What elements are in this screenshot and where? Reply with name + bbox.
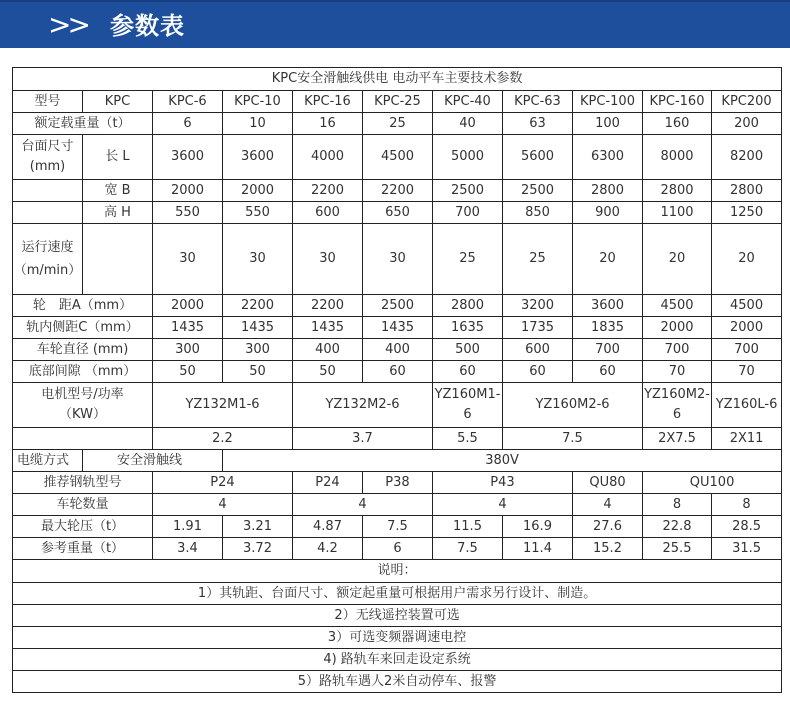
cell: 1435 bbox=[223, 317, 293, 339]
cell: 1435 bbox=[293, 317, 363, 339]
cell: 4 bbox=[433, 494, 573, 516]
cell: 1435 bbox=[363, 317, 433, 339]
cell: QU100 bbox=[643, 472, 782, 494]
cell: 900 bbox=[573, 202, 643, 224]
cell: 8 bbox=[643, 494, 712, 516]
cell: 20 bbox=[643, 224, 712, 295]
model-cell: KPC-160 bbox=[643, 91, 712, 113]
cell: 8200 bbox=[712, 135, 782, 180]
model-cell: KPC-40 bbox=[433, 91, 503, 113]
table-row-speed bbox=[13, 224, 782, 295]
cell: 400 bbox=[293, 339, 363, 361]
cell: 2200 bbox=[363, 180, 433, 202]
power-cell: 2X11 bbox=[712, 428, 782, 450]
notes-header-row bbox=[13, 560, 782, 583]
model-cell: KPC-10 bbox=[223, 91, 293, 113]
cell: 28.5 bbox=[712, 516, 782, 538]
cell: 4500 bbox=[712, 295, 782, 317]
row-label: 电缆方式 bbox=[13, 450, 83, 472]
cell: 25 bbox=[503, 224, 573, 295]
cell: 60 bbox=[503, 361, 573, 383]
cell: 2200 bbox=[293, 295, 363, 317]
cell: 22.8 bbox=[643, 516, 712, 538]
cell: 50 bbox=[153, 361, 223, 383]
model-cell: KPC-16 bbox=[293, 91, 363, 113]
cell: 60 bbox=[433, 361, 503, 383]
power-cell: 2.2 bbox=[153, 428, 293, 450]
cell: 4 bbox=[293, 494, 433, 516]
note-row bbox=[13, 649, 782, 671]
row-label: 电机型号/功率（KW） bbox=[13, 383, 153, 428]
model-cell: KPC200 bbox=[712, 91, 782, 113]
power-cell: 7.5 bbox=[503, 428, 643, 450]
empty-cell bbox=[13, 180, 83, 202]
cell: 2000 bbox=[223, 180, 293, 202]
cell: 3.4 bbox=[153, 538, 223, 560]
row-sublabel: 宽 B bbox=[83, 180, 153, 202]
note-item: 2）无线遥控装置可选 bbox=[13, 605, 782, 627]
cell: 650 bbox=[363, 202, 433, 224]
cell: 8000 bbox=[643, 135, 712, 180]
row-label: 推荐钢轨型号 bbox=[13, 472, 153, 494]
row-label: 台面尺寸(mm) bbox=[13, 135, 83, 180]
note-item: 3）可选变频器调速电控 bbox=[13, 627, 782, 649]
cell: P38 bbox=[363, 472, 433, 494]
note-row bbox=[13, 627, 782, 649]
cell: 30 bbox=[293, 224, 363, 295]
cell: 1.91 bbox=[153, 516, 223, 538]
table-row-width bbox=[13, 180, 782, 202]
table-row-motor-power bbox=[13, 428, 782, 450]
row-label: 运行速度（m/min） bbox=[13, 224, 83, 295]
model-cell: KPC-100 bbox=[573, 91, 643, 113]
spec-table bbox=[12, 67, 782, 693]
note-item: 4) 路轨车来回走设定系统 bbox=[13, 649, 782, 671]
cell: 16 bbox=[293, 113, 363, 135]
cell: 30 bbox=[223, 224, 293, 295]
cell: 20 bbox=[712, 224, 782, 295]
table-row-ref-weight bbox=[13, 538, 782, 560]
table-row-rail-type bbox=[13, 472, 782, 494]
section-title: 参数表 bbox=[110, 12, 185, 40]
cell: 7.5 bbox=[363, 516, 433, 538]
cell: 2000 bbox=[643, 317, 712, 339]
section-banner bbox=[0, 0, 790, 48]
empty-cell bbox=[83, 224, 153, 295]
cell: 5600 bbox=[503, 135, 573, 180]
cell: 50 bbox=[293, 361, 363, 383]
cell: 16.9 bbox=[503, 516, 573, 538]
cell: 400 bbox=[363, 339, 433, 361]
row-sublabel: 高 H bbox=[83, 202, 153, 224]
cell: 25 bbox=[363, 113, 433, 135]
table-title: KPC安全滑触线供电 电动平车主要技术参数 bbox=[13, 68, 782, 91]
cell: 2500 bbox=[433, 180, 503, 202]
cell: 25.5 bbox=[643, 538, 712, 560]
cell: 1735 bbox=[503, 317, 573, 339]
motor-model-cell: YZ132M2-6 bbox=[293, 383, 433, 428]
model-cell: KPC-25 bbox=[363, 91, 433, 113]
cell: 100 bbox=[573, 113, 643, 135]
cell: 300 bbox=[223, 339, 293, 361]
cell: 1100 bbox=[643, 202, 712, 224]
cell: 4.87 bbox=[293, 516, 363, 538]
motor-model-cell: YZ160L-6 bbox=[712, 383, 782, 428]
cell: 10 bbox=[223, 113, 293, 135]
cell: 6 bbox=[363, 538, 433, 560]
cell: 4.2 bbox=[293, 538, 363, 560]
table-row-motor bbox=[13, 383, 782, 428]
cell: 1635 bbox=[433, 317, 503, 339]
row-sublabel: 长 L bbox=[83, 135, 153, 180]
cell: P43 bbox=[433, 472, 573, 494]
cell: 70 bbox=[643, 361, 712, 383]
cell: 600 bbox=[293, 202, 363, 224]
cell: 50 bbox=[223, 361, 293, 383]
note-row bbox=[13, 605, 782, 627]
motor-model-cell: YZ132M1-6 bbox=[153, 383, 293, 428]
cell: 15.2 bbox=[573, 538, 643, 560]
cell: 550 bbox=[153, 202, 223, 224]
cell: 160 bbox=[643, 113, 712, 135]
cell: 2200 bbox=[223, 295, 293, 317]
cell: 700 bbox=[712, 339, 782, 361]
row-label: 最大轮压（t） bbox=[13, 516, 153, 538]
cell: 3600 bbox=[153, 135, 223, 180]
cell: 500 bbox=[433, 339, 503, 361]
row-sublabel: KPC bbox=[83, 91, 153, 113]
table-row-rated-load bbox=[13, 113, 782, 135]
model-cell: KPC-6 bbox=[153, 91, 223, 113]
cell: 7.5 bbox=[433, 538, 503, 560]
cell: 6300 bbox=[573, 135, 643, 180]
cell: 3.72 bbox=[223, 538, 293, 560]
cell: 11.4 bbox=[503, 538, 573, 560]
cell: 6 bbox=[153, 113, 223, 135]
note-row bbox=[13, 583, 782, 605]
cell: 5000 bbox=[433, 135, 503, 180]
row-label: 型号 bbox=[13, 91, 83, 113]
cell: 25 bbox=[433, 224, 503, 295]
cell: 200 bbox=[712, 113, 782, 135]
cell: 2800 bbox=[433, 295, 503, 317]
row-label: 额定载重量（t） bbox=[13, 113, 153, 135]
cell: 11.5 bbox=[433, 516, 503, 538]
cell: 4000 bbox=[293, 135, 363, 180]
cell: 700 bbox=[643, 339, 712, 361]
cell: P24 bbox=[293, 472, 363, 494]
table-row-clearance bbox=[13, 361, 782, 383]
empty-cell bbox=[13, 428, 153, 450]
row-label: 轨内侧距C（mm） bbox=[13, 317, 153, 339]
note-row bbox=[13, 671, 782, 693]
cell: 2500 bbox=[503, 180, 573, 202]
cell: 2000 bbox=[153, 295, 223, 317]
motor-model-cell: YZ160M1-6 bbox=[433, 383, 503, 428]
cell: 4500 bbox=[363, 135, 433, 180]
row-label: 轮 距A（mm） bbox=[13, 295, 153, 317]
note-item: 5）路轨车遇人2米自动停车、报警 bbox=[13, 671, 782, 693]
cell: 31.5 bbox=[712, 538, 782, 560]
cell: 8 bbox=[712, 494, 782, 516]
cell: 4 bbox=[153, 494, 293, 516]
power-cell: 2X7.5 bbox=[643, 428, 712, 450]
cell: 27.6 bbox=[573, 516, 643, 538]
cell: 550 bbox=[223, 202, 293, 224]
table-row-cable bbox=[13, 450, 782, 472]
cell: 1435 bbox=[153, 317, 223, 339]
cell: 30 bbox=[153, 224, 223, 295]
table-row-wheel-diameter bbox=[13, 339, 782, 361]
cell: 4 bbox=[573, 494, 643, 516]
cell: QU80 bbox=[573, 472, 643, 494]
empty-cell bbox=[13, 202, 83, 224]
cell: 70 bbox=[712, 361, 782, 383]
motor-model-cell: YZ160M2-6 bbox=[643, 383, 712, 428]
cell: 300 bbox=[153, 339, 223, 361]
table-row-wheel-count bbox=[13, 494, 782, 516]
cell: 60 bbox=[573, 361, 643, 383]
row-label: 车轮直径 (mm) bbox=[13, 339, 153, 361]
cell: 600 bbox=[503, 339, 573, 361]
cell: P24 bbox=[153, 472, 293, 494]
cell: 40 bbox=[433, 113, 503, 135]
voltage-cell: 380V bbox=[223, 450, 782, 472]
model-cell: KPC-63 bbox=[503, 91, 573, 113]
row-label: 底部间隙 （mm） bbox=[13, 361, 153, 383]
cell: 700 bbox=[433, 202, 503, 224]
cell: 1835 bbox=[573, 317, 643, 339]
cell: 63 bbox=[503, 113, 573, 135]
double-chevron-icon: >> bbox=[48, 8, 87, 41]
cell: 3.21 bbox=[223, 516, 293, 538]
cell: 4500 bbox=[643, 295, 712, 317]
cell: 2500 bbox=[363, 295, 433, 317]
row-label: 参考重量（t） bbox=[13, 538, 153, 560]
cell: 1250 bbox=[712, 202, 782, 224]
table-row-model bbox=[13, 91, 782, 113]
note-item: 1）其轨距、台面尺寸、额定起重量可根据用户需求另行设计、制造。 bbox=[13, 583, 782, 605]
table-row-max-wheel-pressure bbox=[13, 516, 782, 538]
cell: 2000 bbox=[153, 180, 223, 202]
motor-model-cell: YZ160M2-6 bbox=[503, 383, 643, 428]
power-cell: 3.7 bbox=[293, 428, 433, 450]
cell: 3600 bbox=[223, 135, 293, 180]
table-row-wheelbase bbox=[13, 295, 782, 317]
cell: 20 bbox=[573, 224, 643, 295]
power-cell: 5.5 bbox=[433, 428, 503, 450]
table-row-rail-inner bbox=[13, 317, 782, 339]
cable-type-cell: 安全滑触线 bbox=[83, 450, 223, 472]
table-row-height bbox=[13, 202, 782, 224]
cell: 2800 bbox=[573, 180, 643, 202]
row-label: 车轮数量 bbox=[13, 494, 153, 516]
cell: 2800 bbox=[643, 180, 712, 202]
cell: 2800 bbox=[712, 180, 782, 202]
cell: 2200 bbox=[293, 180, 363, 202]
cell: 700 bbox=[573, 339, 643, 361]
cell: 850 bbox=[503, 202, 573, 224]
notes-header: 说明： bbox=[13, 560, 782, 583]
cell: 3600 bbox=[573, 295, 643, 317]
cell: 3200 bbox=[503, 295, 573, 317]
cell: 60 bbox=[363, 361, 433, 383]
cell: 30 bbox=[363, 224, 433, 295]
table-row-length bbox=[13, 135, 782, 180]
cell: 2000 bbox=[712, 317, 782, 339]
